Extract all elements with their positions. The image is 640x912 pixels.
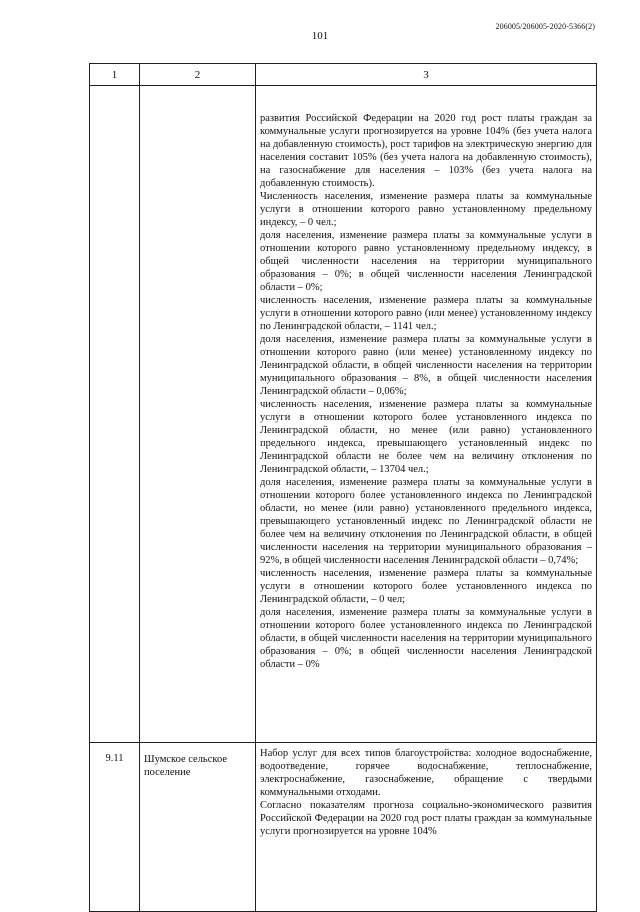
settlement-name: Шумское сельское поселение — [140, 743, 256, 912]
paragraph: доля населения, изменение размера платы за коммунальные услуги в отношении которого равно (или менее) установленному индексу по Ленинградской области, в общей численности населения на территории муниципального образования – 8%, в общей численности населения Ленинградской области – 0,06%; — [260, 334, 592, 397]
column-header-2: 2 — [140, 64, 256, 86]
table-row-continuation — [90, 86, 597, 743]
column-header-3: 3 — [256, 64, 597, 86]
continuation-text-cell — [256, 86, 597, 743]
paragraph: доля населения, изменение размера платы за коммунальные услуги в отношении которого равно установленному предельному индексу, в общей численности населения на территории муниципального образования – 0%; в общей численности населения Ленинградской области – 0%; — [260, 230, 592, 293]
paragraph: Численность населения, изменение размера платы за коммунальные услуги в отношении которого равно установленному предельному индексу, – 0 чел.; — [260, 191, 592, 228]
paragraph: Набор услуг для всех типов благоустройства: холодное водоснабжение, водоотведение, горячее водоснабжение, теплоснабжение, электроснабжение, газоснабжение, обращение с твердыми коммунальными отходами. — [260, 748, 592, 798]
page-number: 101 — [311, 30, 329, 42]
continuation-number-cell — [90, 86, 140, 743]
row-number: 9.11 — [90, 743, 140, 912]
paragraph: доля населения, изменение размера платы за коммунальные услуги в отношении которого более установленного индекса по Ленинградской области, но менее (или равно) установленного предельного индекса, превышающего установленный индекс по Ленинградской области не более чем на величину отклонения по Ленинградской области, в общей численности населения на территории муниципального образования – 92%, в общей численности населения Ленинградской области – 0,74%; — [260, 477, 592, 566]
paragraph: Согласно показателям прогноза социально-экономического развития Российской Федерации на 2020 год рост платы граждан за коммунальные услуги прогнозируется на уровне 104% — [260, 800, 592, 837]
row-text-cell — [256, 743, 597, 912]
paragraph: доля населения, изменение размера платы за коммунальные услуги в отношении которого более установленного индекса по Ленинградской области, в общей численности населения на территории муниципального образования – 0%; в общей численности населения Ленинградской области – 0% — [260, 607, 592, 670]
paragraph: численность населения, изменение размера платы за коммунальные услуги в отношении которого равно (или менее) установленному индексу по Ленинградской области, – 1141 чел.; — [260, 295, 592, 332]
tariff-table — [89, 63, 597, 912]
table-header-row — [90, 64, 597, 86]
continuation-name-cell — [140, 86, 256, 743]
column-header-1: 1 — [90, 64, 140, 86]
paragraph: численность населения, изменение размера платы за коммунальные услуги в отношении которого более установленного индекса по Ленинградской области, – 0 чел; — [260, 568, 592, 605]
paragraph: численность населения, изменение размера платы за коммунальные услуги в отношении которого более установленного индекса по Ленинградской области, но менее (или равно) установленного предельного индекса, превышающего установленный индекс по Ленинградской области не более чем на величину отклонения по Ленинградской области, – 13704 чел.; — [260, 399, 592, 475]
paragraph: развития Российской Федерации на 2020 год рост платы граждан за коммунальные услуги прогнозируется на уровне 104% (без учета налога на добавленную стоимость), рост тарифов на электрическую энергию для населения составит 105% (без учета налога на добавленную стоимость), на газоснабжение для населения – 103% (без учета налога на добавленную стоимость). — [260, 113, 592, 189]
document-code: 206005/206005-2020-5366(2) — [495, 22, 595, 31]
table-row-9-11 — [90, 743, 597, 912]
